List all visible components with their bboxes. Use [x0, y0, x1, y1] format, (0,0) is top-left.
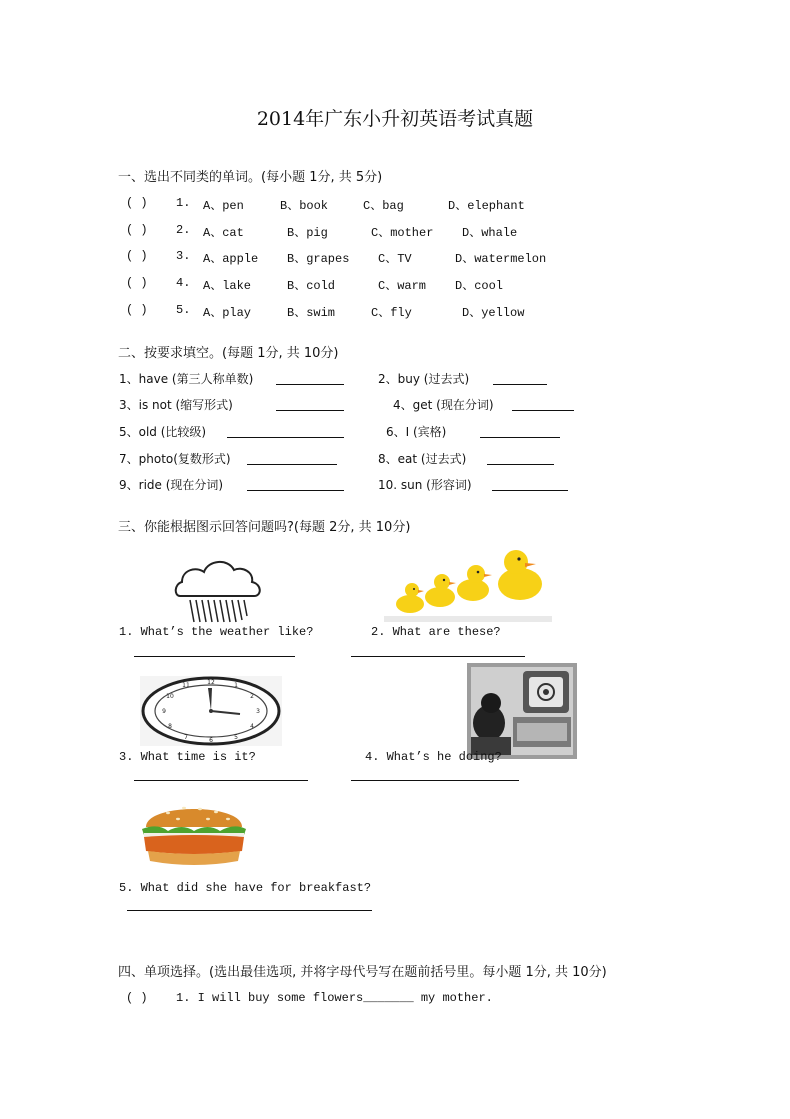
fill-blank-10[interactable] [492, 490, 568, 491]
option-b: B、cold [287, 279, 336, 293]
question-number: 1. [176, 196, 191, 210]
fill-item-1: 1、have (第三人称单数) [119, 372, 254, 386]
fill-item-8: 8、eat (过去式) [378, 452, 467, 466]
question-number: 4. [176, 276, 191, 290]
fill-blank-9[interactable] [247, 490, 344, 491]
option-d: D、yellow [462, 306, 525, 320]
option-c: C、bag [363, 199, 404, 213]
option-b: B、book [280, 199, 329, 213]
option-b: B、grapes [287, 252, 350, 266]
choice-question-1: 1. I will buy some flowers_______ my mother. [176, 991, 493, 1005]
answer-paren[interactable]: ( ) [126, 303, 148, 317]
svg-text:1: 1 [234, 682, 238, 689]
option-b: B、pig [287, 226, 328, 240]
fill-blank-5[interactable] [227, 437, 344, 438]
question-number: 2. [176, 223, 191, 237]
question-number: 5. [176, 303, 191, 317]
option-a: A、apple [203, 252, 259, 266]
fill-blank-1[interactable] [276, 384, 344, 385]
option-b: B、swim [287, 306, 336, 320]
fill-item-9: 9、ride (现在分词) [119, 478, 224, 492]
answer-line-5[interactable] [127, 910, 372, 911]
answer-paren[interactable]: ( ) [126, 223, 148, 237]
picture-question-4: 4. What’s he doing? [365, 750, 502, 764]
svg-text:10: 10 [166, 693, 174, 700]
svg-text:8: 8 [168, 723, 172, 730]
picture-question-5: 5. What did she have for breakfast? [119, 881, 372, 895]
hamburger-image [138, 797, 250, 869]
boy-at-computer-image [467, 663, 577, 759]
option-a: A、play [203, 306, 252, 320]
fill-blank-2[interactable] [493, 384, 547, 385]
option-c: C、warm [378, 279, 427, 293]
option-c: C、TV [378, 252, 412, 266]
wall-clock-image [140, 676, 282, 746]
answer-line-4[interactable] [351, 780, 519, 781]
answer-line-3[interactable] [134, 780, 308, 781]
option-a: A、cat [203, 226, 244, 240]
fill-item-5: 5、old (比较级) [119, 425, 207, 439]
svg-text:6: 6 [209, 737, 213, 744]
fill-item-7: 7、photo(复数形式) [119, 452, 231, 466]
answer-paren[interactable]: ( ) [126, 249, 148, 263]
fill-blank-7[interactable] [247, 464, 337, 465]
answer-paren[interactable]: ( ) [126, 991, 148, 1005]
rain-cloud-icon [174, 558, 264, 624]
svg-text:5: 5 [234, 734, 238, 741]
picture-question-3: 3. What time is it? [119, 750, 256, 764]
section1-heading: 一、选出不同类的单词。(每小题 1分, 共 5分) [118, 170, 383, 185]
section3-heading: 三、你能根据图示回答问题吗?(每题 2分, 共 10分) [118, 520, 411, 535]
svg-text:3: 3 [256, 708, 260, 715]
section2-heading: 二、按要求填空。(每题 1分, 共 10分) [118, 346, 339, 361]
option-d: D、cool [455, 279, 504, 293]
fill-item-6: 6、I (宾格) [386, 425, 447, 439]
fill-blank-3[interactable] [276, 410, 344, 411]
answer-line-2[interactable] [351, 656, 525, 657]
answer-paren[interactable]: ( ) [126, 276, 148, 290]
fill-blank-4[interactable] [512, 410, 574, 411]
svg-text:7: 7 [184, 734, 188, 741]
fill-item-3: 3、is not (缩写形式) [119, 398, 233, 412]
answer-paren[interactable]: ( ) [126, 196, 148, 210]
fill-item-10: 10. sun (形容词) [378, 478, 472, 492]
svg-text:9: 9 [162, 708, 166, 715]
option-c: C、mother [371, 226, 434, 240]
question-number: 3. [176, 249, 191, 263]
page-title: 2014年广东小升初英语考试真题 [256, 108, 534, 130]
section4-heading: 四、单项选择。(选出最佳选项, 并将字母代号写在题前括号里。每小题 1分, 共 10分) [118, 965, 607, 980]
option-c: C、fly [371, 306, 412, 320]
fill-blank-8[interactable] [487, 464, 554, 465]
rubber-ducks-image [384, 548, 552, 624]
option-d: D、whale [462, 226, 518, 240]
svg-text:11: 11 [182, 682, 190, 689]
option-d: D、watermelon [455, 252, 547, 266]
option-a: A、lake [203, 279, 252, 293]
picture-question-2: 2. What are these? [371, 625, 501, 639]
picture-question-1: 1. What’s the weather like? [119, 625, 314, 639]
option-d: D、elephant [448, 199, 525, 213]
fill-item-2: 2、buy (过去式) [378, 372, 470, 386]
svg-text:2: 2 [250, 693, 254, 700]
svg-text:4: 4 [250, 723, 254, 730]
option-a: A、pen [203, 199, 244, 213]
fill-blank-6[interactable] [480, 437, 560, 438]
fill-item-4: 4、get (现在分词) [393, 398, 494, 412]
svg-text:12: 12 [207, 679, 215, 686]
answer-line-1[interactable] [134, 656, 295, 657]
